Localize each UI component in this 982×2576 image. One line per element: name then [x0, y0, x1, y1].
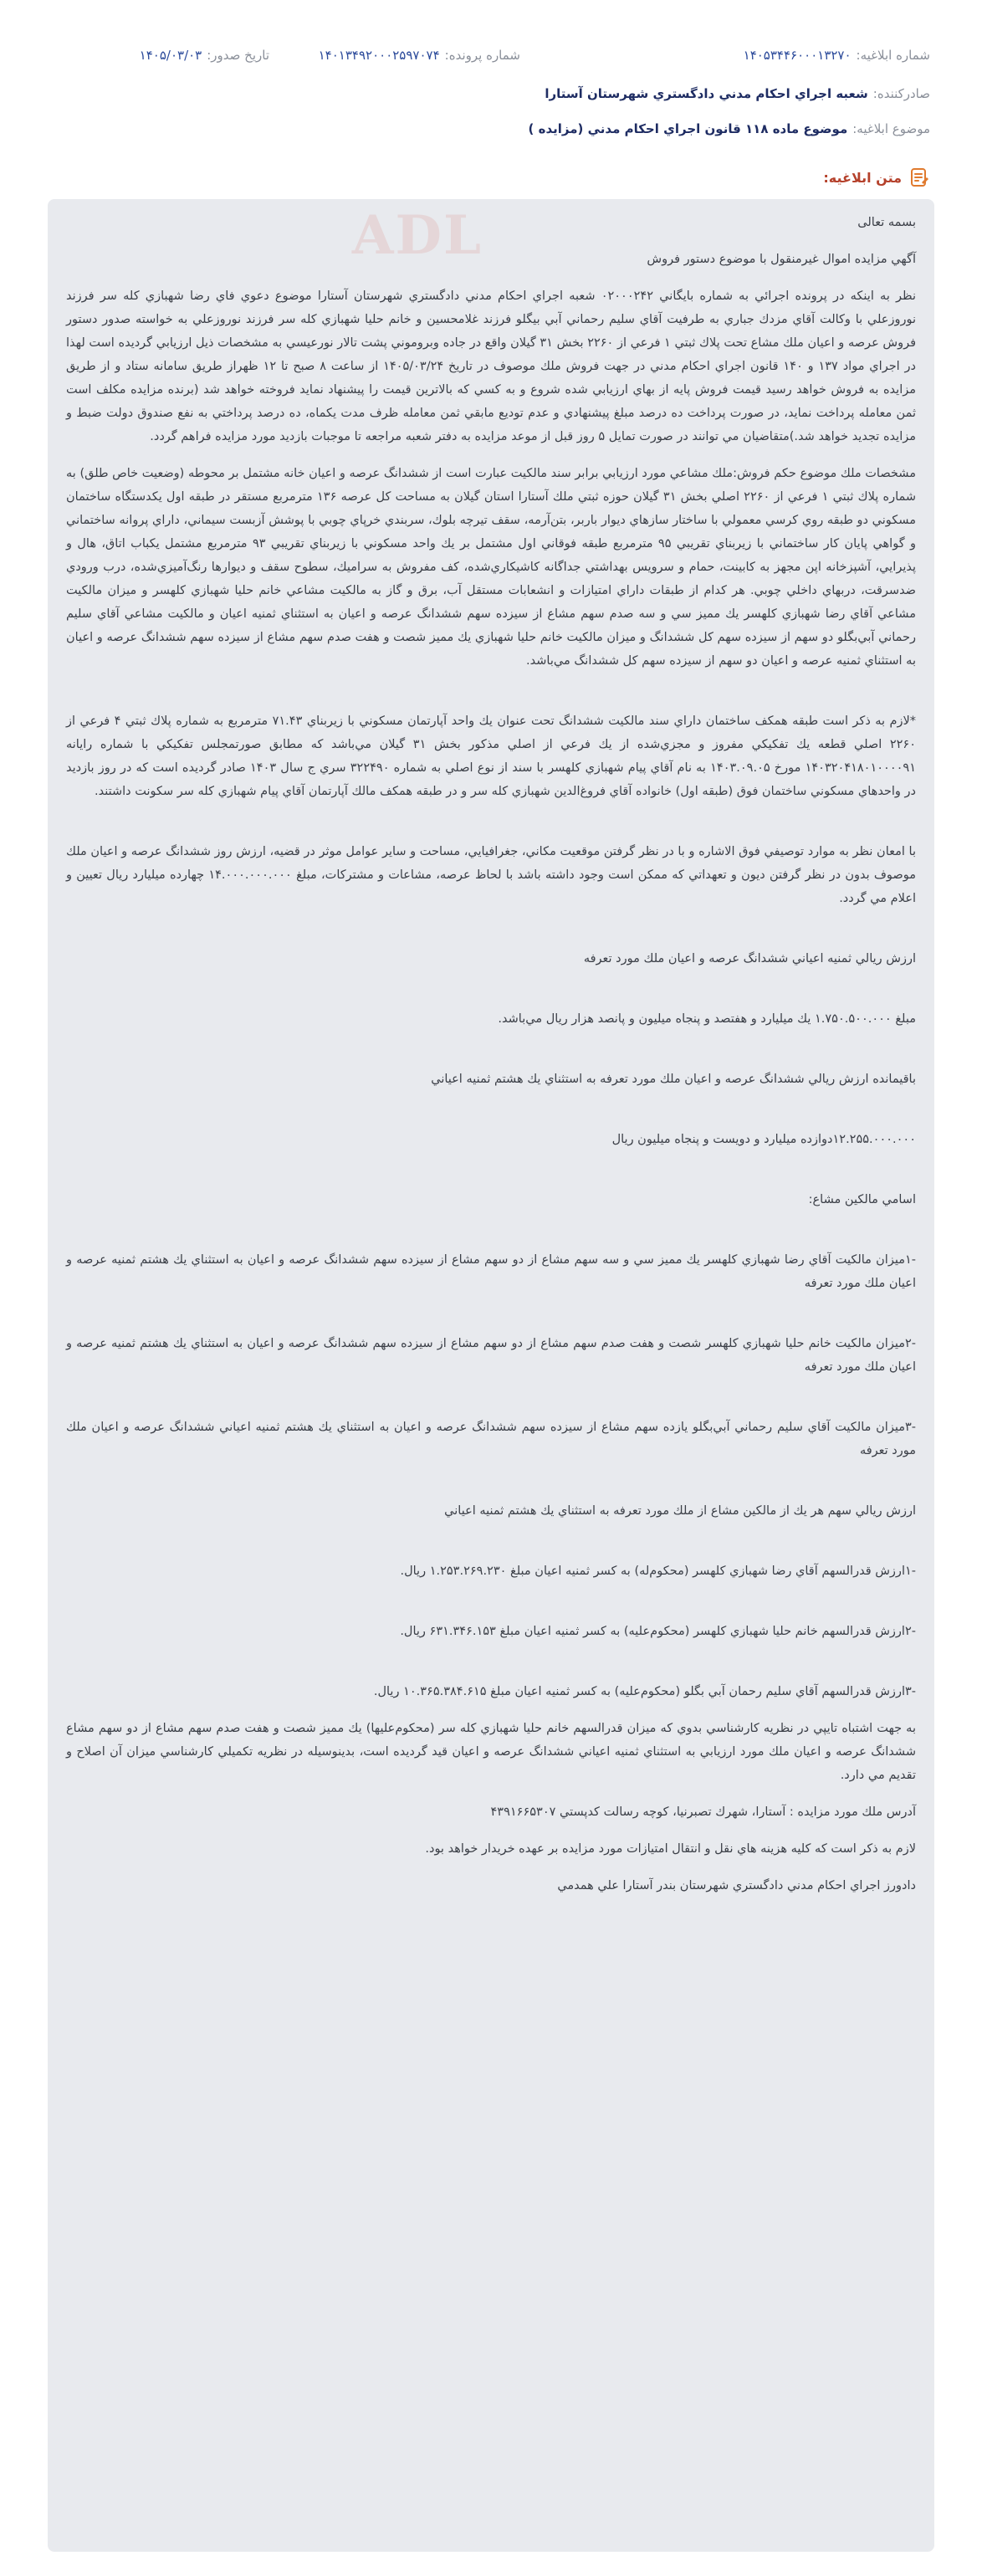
issuer-value: شعبه اجراي احكام مدني دادگستري شهرستان آستارا: [545, 86, 868, 101]
notice-body: [48, 199, 934, 2552]
body-paragraph: -۱ارزش قدرالسهم آقاي رضا شهبازي كلهسر (محكوم‌له) به كسر ثمنيه اعيان مبلغ ۱.۲۵۳.۲۶۹.۲۳۰ ريال.: [400, 1565, 916, 1578]
case-number-label: شماره پرونده:: [444, 48, 520, 63]
issuer-row: [52, 82, 930, 105]
body-paragraph: -۳ميزان مالكيت آقاي سليم رحماني آبي‌بگلو يازده سهم مشاع از سيزده سهم ششدانگ عرصه و اعيان به استثناي يك هشتم ثمنيه اعياني ششدانگ عرصه و اعيان ملك مورد تعرفه: [66, 1421, 916, 1457]
body-paragraph: با امعان نظر به موارد توصيفي فوق الاشاره و با در نظر گرفتن موقعيت مكاني، جغرافيايي، مساحت و ساير عوامل موثر در قضيه، ارزش روز ششدانگ عرصه و اعيان ملك موصوف بدون در نظر گرفتن ديون و تعهداتي كه ممكن است وجود داشته باشد با لحاظ عرصه، مشاعات و مشتركات، مبلغ ۱۴.۰۰۰.۰۰۰.۰۰۰ چهارده ميليارد ريال تعيين و اعلام مي گردد.: [66, 845, 916, 905]
header-meta-row: [52, 44, 930, 67]
body-paragraph: آدرس ملك مورد مزايده : آستارا، شهرك تصبرنيا، كوچه رسالت كدپستي ۴۳۹۱۶۶۵۳۰۷: [490, 1805, 916, 1819]
body-paragraph: باقيمانده ارزش ريالي ششدانگ عرصه و اعيان ملك مورد تعرفه به استثناي يك هشتم ثمنيه اعياني: [431, 1073, 916, 1086]
body-paragraph: مبلغ ۱.۷۵۰.۵۰۰.۰۰۰ يك ميليارد و هفتصد و پنجاه ميليون و پانصد هزار ريال مي‌باشد.: [498, 1012, 916, 1026]
body-paragraph: اسامي مالكين مشاع:: [808, 1193, 916, 1206]
notice-text-title: متن ابلاغیه:: [823, 169, 902, 186]
body-paragraph: لازم به ذكر است كه كليه هزينه هاي نقل و انتقال امتيازات مورد مزايده بر عهده خريدار خواهد بود.: [425, 1842, 916, 1856]
watermark-logo: ADL: [351, 204, 483, 267]
issuer-label: صادرکننده:: [872, 86, 930, 101]
document-icon: [908, 166, 930, 188]
issue-date: [52, 48, 269, 63]
issue-date-value: ۱۴۰۵/۰۳/۰۳: [139, 48, 202, 63]
body-bismillah: بسمه تعالی: [857, 216, 916, 229]
body-paragraph: -۲ارزش قدرالسهم خانم حليا شهبازي كلهسر (محكوم‌عليه) به كسر ثمنيه اعيان مبلغ ۶۳۱.۳۴۶.۱۵۳ ريال.: [400, 1625, 916, 1638]
issue-date-label: تاریخ صدور:: [207, 48, 269, 63]
body-paragraph: -۲ميزان مالكيت خانم حليا شهبازي كلهسر شصت و هفت صدم سهم مشاع از دو سهم مشاع از سيزده سهم ششدانگ عرصه و اعيان به استثناي يك هشتم ثمنيه عرصه و اعيان ملك مورد تعرفه: [66, 1337, 916, 1374]
body-paragraph: -۱ميزان مالكيت آقاي رضا شهبازي كلهسر يك مميز سي و سه سهم مشاع از دو سهم مشاع از سيزده سهم ششدانگ عرصه و اعيان به استثناي يك هشتم ثمنيه عرصه و اعيان ملك مورد تعرفه: [66, 1253, 916, 1290]
case-number-value: ۱۴۰۱۳۴۹۲۰۰۰۲۵۹۷۰۷۴: [318, 48, 440, 63]
body-paragraph: ارزش ريالي ثمنيه اعياني ششدانگ عرصه و اعيان ملك مورد تعرفه: [583, 952, 916, 965]
body-paragraph: *لازم به ذكر است طبقه همكف ساختمان داراي سند مالكيت ششدانگ تحت عنوان يك واحد آپارتمان مسكوني با زيربناي ۷۱.۴۳ مترمربع به شماره پلاك ثبتي ۴ فرعي از ۲۲۶۰ اصلي قطعه يك تفكيكي مفروز و مجزي‌شده از يك فرعي از اصلي مذكور بخش ۳۱ گيلان مي‌باشد كه مطابق صورتمجلس تفكيكي با شماره رايانه ۱۴۰۳۲۰۴۱۸۰۱۰۰۰۰۹۱ مورخ ۱۴۰۳.۰۹.۰۵ به نام آقاي پيام شهبازي كلهسر با سند از نوع اصلي به شماره ۳۲۲۴۹۰ سري ج سال ۱۴۰۳ صادر گرديده است كه در روز بازديد در واحدهاي مسكوني ساختمان فوق (طبقه اول) خانواده آقاي فروغ‌الدين شهبازي كله سر و در طبقه همكف مالك آپارتمان آقاي پيام شهبازي كله سر سكونت داشتند.: [66, 714, 917, 798]
notice-number-label: شماره ابلاغیه:: [856, 48, 930, 63]
case-number: [269, 48, 520, 63]
body-paragraph: ۱۲.۲۵۵.۰۰۰.۰۰۰دوازده ميليارد و دويست و پنجاه ميليون ريال: [611, 1133, 916, 1146]
subject-value: موضوع ماده ۱۱۸ قانون اجراي احكام مدني (مزايده ): [528, 121, 848, 136]
body-paragraph: نظر به اينكه در پرونده اجرائي به شماره بايگاني ۰۲۰۰۰۲۴۲ شعبه اجراي احكام مدني دادگستري شهرستان آستارا موضوع دعوي فاي رضا شهبازي كله سر فرزند نوروزعلي با وكالت آقاي مزدك جباري به طرفيت آقاي سليم رحماني آبي بيگلو فرزند غلامحسين و خانم حليا شهبازي كله سر فرزند نوروزعلي به خواسته صدور دستور فروش عرصه و اعيان ملك مشاع تحت پلاك ثبتي ۱ فرعي از ۲۲۶۰ بخش ۳۱ گيلان واقع در جاده وبروموني پشت تالار نورعيسي به مشخصات ذيل ارزيابي گرديده است لهذا در اجراي مواد ۱۳۷ و ۱۴۰ قانون اجراي احكام مدني در جهت فروش ملك موصوف در تاريخ ۱۴۰۵/۰۳/۲۴ از ساعت ۸ صبح تا ۱۲ ظهراز طريق سامانه ستاد و از طريق مزايده به فروش خواهد رسيد قيمت فروش پايه از بهاي ارزيابي شده شروع و به كسي كه بالاترين قيمت را پيشنهاد نمايد فروخته خواهد شد (برنده مزايده مكلف است ثمن معامله پرداخت نمايد، در صورت پرداخت ده درصد مبلغ پيشنهادي و عدم توديع مابقي ثمن معامله ظرف مدت يكماه، ده درصد پرداختي به نفع صندوق دولت ضبط و مزايده تجديد خواهد شد.)متقاضيان مي توانند در صورت تمايل ۵ روز قبل از موعد مزايده به دفتر شعبه مراجعه تا موجبات بازديد مورد مزايده فراهم گردد.: [66, 289, 917, 443]
body-paragraph: -۳ارزش قدرالسهم آقاي سليم رحمان آبي بگلو (محكوم‌عليه) به كسر ثمنيه اعيان مبلغ ۱۰.۳۶۵.۳۸۴.۶۱۵ ريال.: [373, 1685, 916, 1698]
body-title: آگهي مزايده اموال غيرمنقول با موضوع دستور فروش: [647, 253, 916, 266]
subject-label: موضوع ابلاغیه:: [852, 121, 930, 136]
subject-row: [52, 117, 930, 141]
body-paragraph: ارزش ريالي سهم هر يك از مالكين مشاع از ملك مورد تعرفه به استثناي يك هشتم ثمنيه اعياني: [444, 1504, 916, 1518]
notice-text-heading: [823, 164, 930, 191]
notice-number-value: ۱۴۰۵۳۴۴۶۰۰۰۱۳۲۷۰: [743, 48, 852, 63]
body-paragraph: به جهت اشتباه تايپي در نظريه كارشناسي بدوي كه ميزان قدرالسهم خانم حليا شهبازي كله سر (محكوم‌عليها) يك مميز شصت و هفت صدم سهم مشاع از دو سهم مشاع ششدانگ عرصه و اعيان ملك مورد ارزيابي به استثناي ثمنيه اعياني ششدانگ عرصه و اعيان قيد گرديده است، بدينوسيله در نظريه تكميلي كارشناسي ميزان آن اصلاح و تقديم مي دارد.: [66, 1722, 916, 1782]
body-paragraph: مشخصات ملك موضوع حكم فروش:ملك مشاعي مورد ارزيابي برابر سند مالكيت عبارت است از ششدانگ عرصه و اعيان خانه مشتمل بر محوطه (وضعيت خاص طلق) به شماره پلاك ثبتي ۱ فرعي از ۲۲۶۰ اصلي بخش ۳۱ گيلان حوزه ثبتي ملك آستارا استان گيلان به مساحت كل عرصه ۱۳۶ مترمربع مستقر در طبقه اول يكدستگاه ساختمان مسكوني دو طبقه روي كرسي معمولي با ساختار سازهاي ديوار باربر، بتن‌آرمه، سقف تيرچه بلوك، سربندي خرپاي چوبي با پوشش آزبست سيماني، داراي پروانه ساختماني و گواهي پايان كار ساختماني با زيربناي تقريبي ۹۵ مترمربع طبقه فوقاني اول مشتمل بر يك واحد مسكوني با زيربناي تقريبي ۹۳ مترمربع مشتمل يكباب اتاق، هال و پذيرايي، آشپزخانه اپن مجهز به كابينت، حمام و سرويس بهداشتي جداگانه كاشيكاري‌شده، كف مفروش به سراميك، سطوح سقف و ديوارها رنگ‌آميزي‌شده، درب ورودي ضدسرقت، دربهاي داخلي چوبي. هر كدام از طبقات داراي امتيازات و انشعابات مستقل آب، برق و گاز به مالكيت مشاعي خانم حليا شهبازي كلهسر و ميزان مالكيت مشاعي آقاي رضا شهبازي كلهسر يك مميز سي و سه صدم سهم مشاع از سيزده سهم ششدانگ عرصه و اعيان به استثناي ثمنيه اعيان و مالكيت مشاعي آقاي سليم رحماني آبي‌بگلو دو سهم از سيزده سهم كل ششدانگ و ميزان مالكيت خانم حليا شهبازي يك مميز شصت و هفت صدم سهم مشاع از سيزده سهم ششدانگ عرصه و اعيان به استثناي ثمنيه عرصه و اعيان دو سهم از سيزده سهم كل ششدانگ مي‌باشد.: [66, 467, 917, 668]
notice-number: [520, 48, 930, 63]
body-signature: دادورز اجراي احكام مدني دادگستري شهرستان بندر آستارا علي همدمي: [557, 1879, 916, 1892]
